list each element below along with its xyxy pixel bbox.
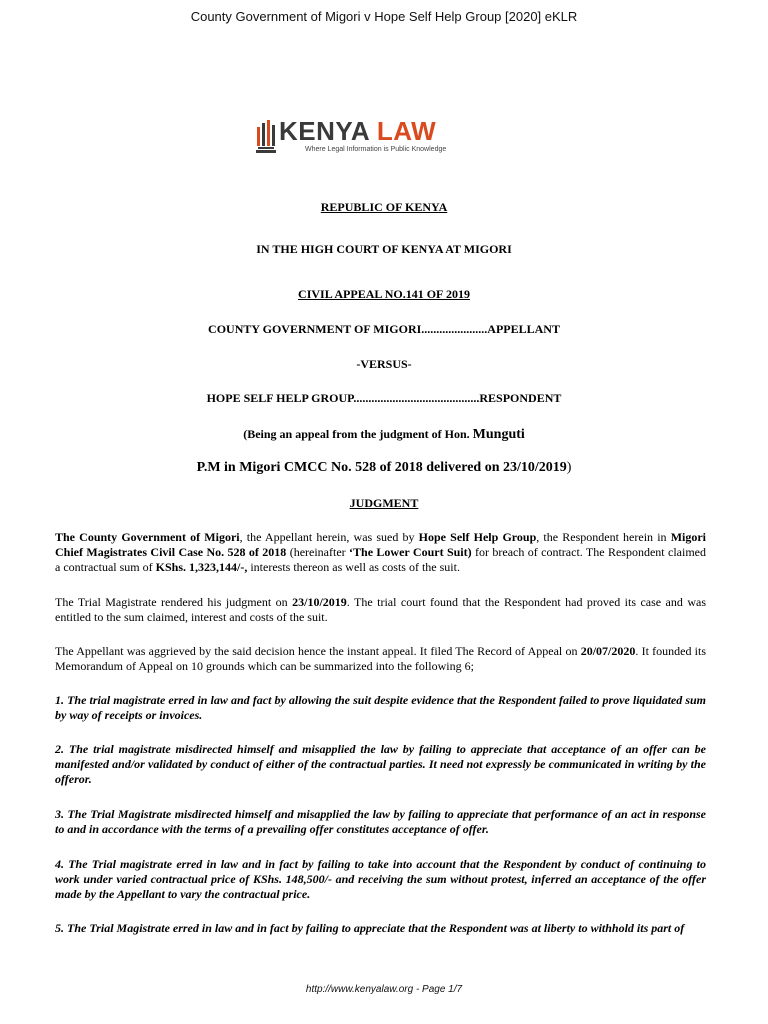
paragraph-1: The County Government of Migori, the Appellant herein, was sued by Hope Self Help Group, the Respondent herein in Migori Chief Magistrates Civil Case No. 528 of 2018 (hereinafter ‘The Lower Court Suit) for breach of contract. The Respondent claimed a contractual sum of KShs. 1,323,144/-, interests thereon as well as costs of the suit. — [55, 530, 707, 574]
appeal-from-line1: (Being an appeal from the judgment of Hon. Munguti — [243, 427, 525, 442]
pillars-logo-icon — [255, 117, 277, 155]
versus-line: -VERSUS- — [356, 357, 412, 371]
republic-heading: REPUBLIC OF KENYA — [320, 200, 448, 214]
case-number: CIVIL APPEAL NO.141 OF 2019 — [298, 287, 470, 301]
page-footer: http://www.kenyalaw.org - Page 1/7 — [305, 984, 463, 995]
paragraph-2: The Trial Magistrate rendered his judgment on 23/10/2019. The trial court found that the Respondent had proved its case and was entitled to the sum claimed, interest and costs of the suit. — [55, 595, 706, 624]
judgment-heading: JUDGMENT — [349, 496, 419, 510]
document-header-title: County Government of Migori v Hope Self Help Group [2020] eKLR — [190, 9, 578, 24]
ground-5: 5. The Trial Magistrate erred in law and in fact by failing to appreciate that the Respondent was at liberty to withhold its part of — [55, 921, 685, 935]
kenya-law-logo — [255, 115, 465, 159]
appellant-line: COUNTY GOVERNMENT OF MIGORI......................APPELLANT — [208, 322, 560, 336]
court-heading: IN THE HIGH COURT OF KENYA AT MIGORI — [256, 242, 512, 256]
ground-1: 1. The trial magistrate erred in law and fact by allowing the suit despite evidence that the Respondent failed to prove liquidated sum by way of receipts or invoices. — [55, 693, 706, 722]
logo-tagline: Where Legal Information is Public Knowledge — [305, 146, 447, 153]
logo-wordmark: KENYA LAW — [279, 116, 437, 146]
respondent-line: HOPE SELF HELP GROUP..........................................RESPONDENT — [206, 391, 562, 405]
paragraph-3: The Appellant was aggrieved by the said decision hence the instant appeal. It filed The Record of Appeal on 20/07/2020. It founded its Memorandum of Appeal on 10 grounds which can be summarized into the following 6; — [55, 644, 706, 673]
ground-2: 2. The trial magistrate misdirected himself and misapplied the law by failing to appreciate that acceptance of an offer can be manifested and/or validated by conduct of either of the contractual parties. It need not expressly be communicated in writing by the offeror. — [55, 742, 706, 786]
ground-4: 4. The Trial magistrate erred in law and in fact by failing to take into account that the Respondent by conduct of continuing to work under varied contractual price of KShs. 148,500/- and receiving the sum without protest, inferred an acceptance of the offer made by the Appellant to vary the contractual price. — [55, 857, 706, 901]
appeal-from-line2: P.M in Migori CMCC No. 528 of 2018 delivered on 23/10/2019) — [196, 460, 572, 475]
ground-3: 3. The Trial Magistrate misdirected himself and misapplied the law by failing to appreciate that performance of an act in response to and in accordance with the terms of a prevailing offer constitutes acceptance of offer. — [55, 807, 706, 836]
